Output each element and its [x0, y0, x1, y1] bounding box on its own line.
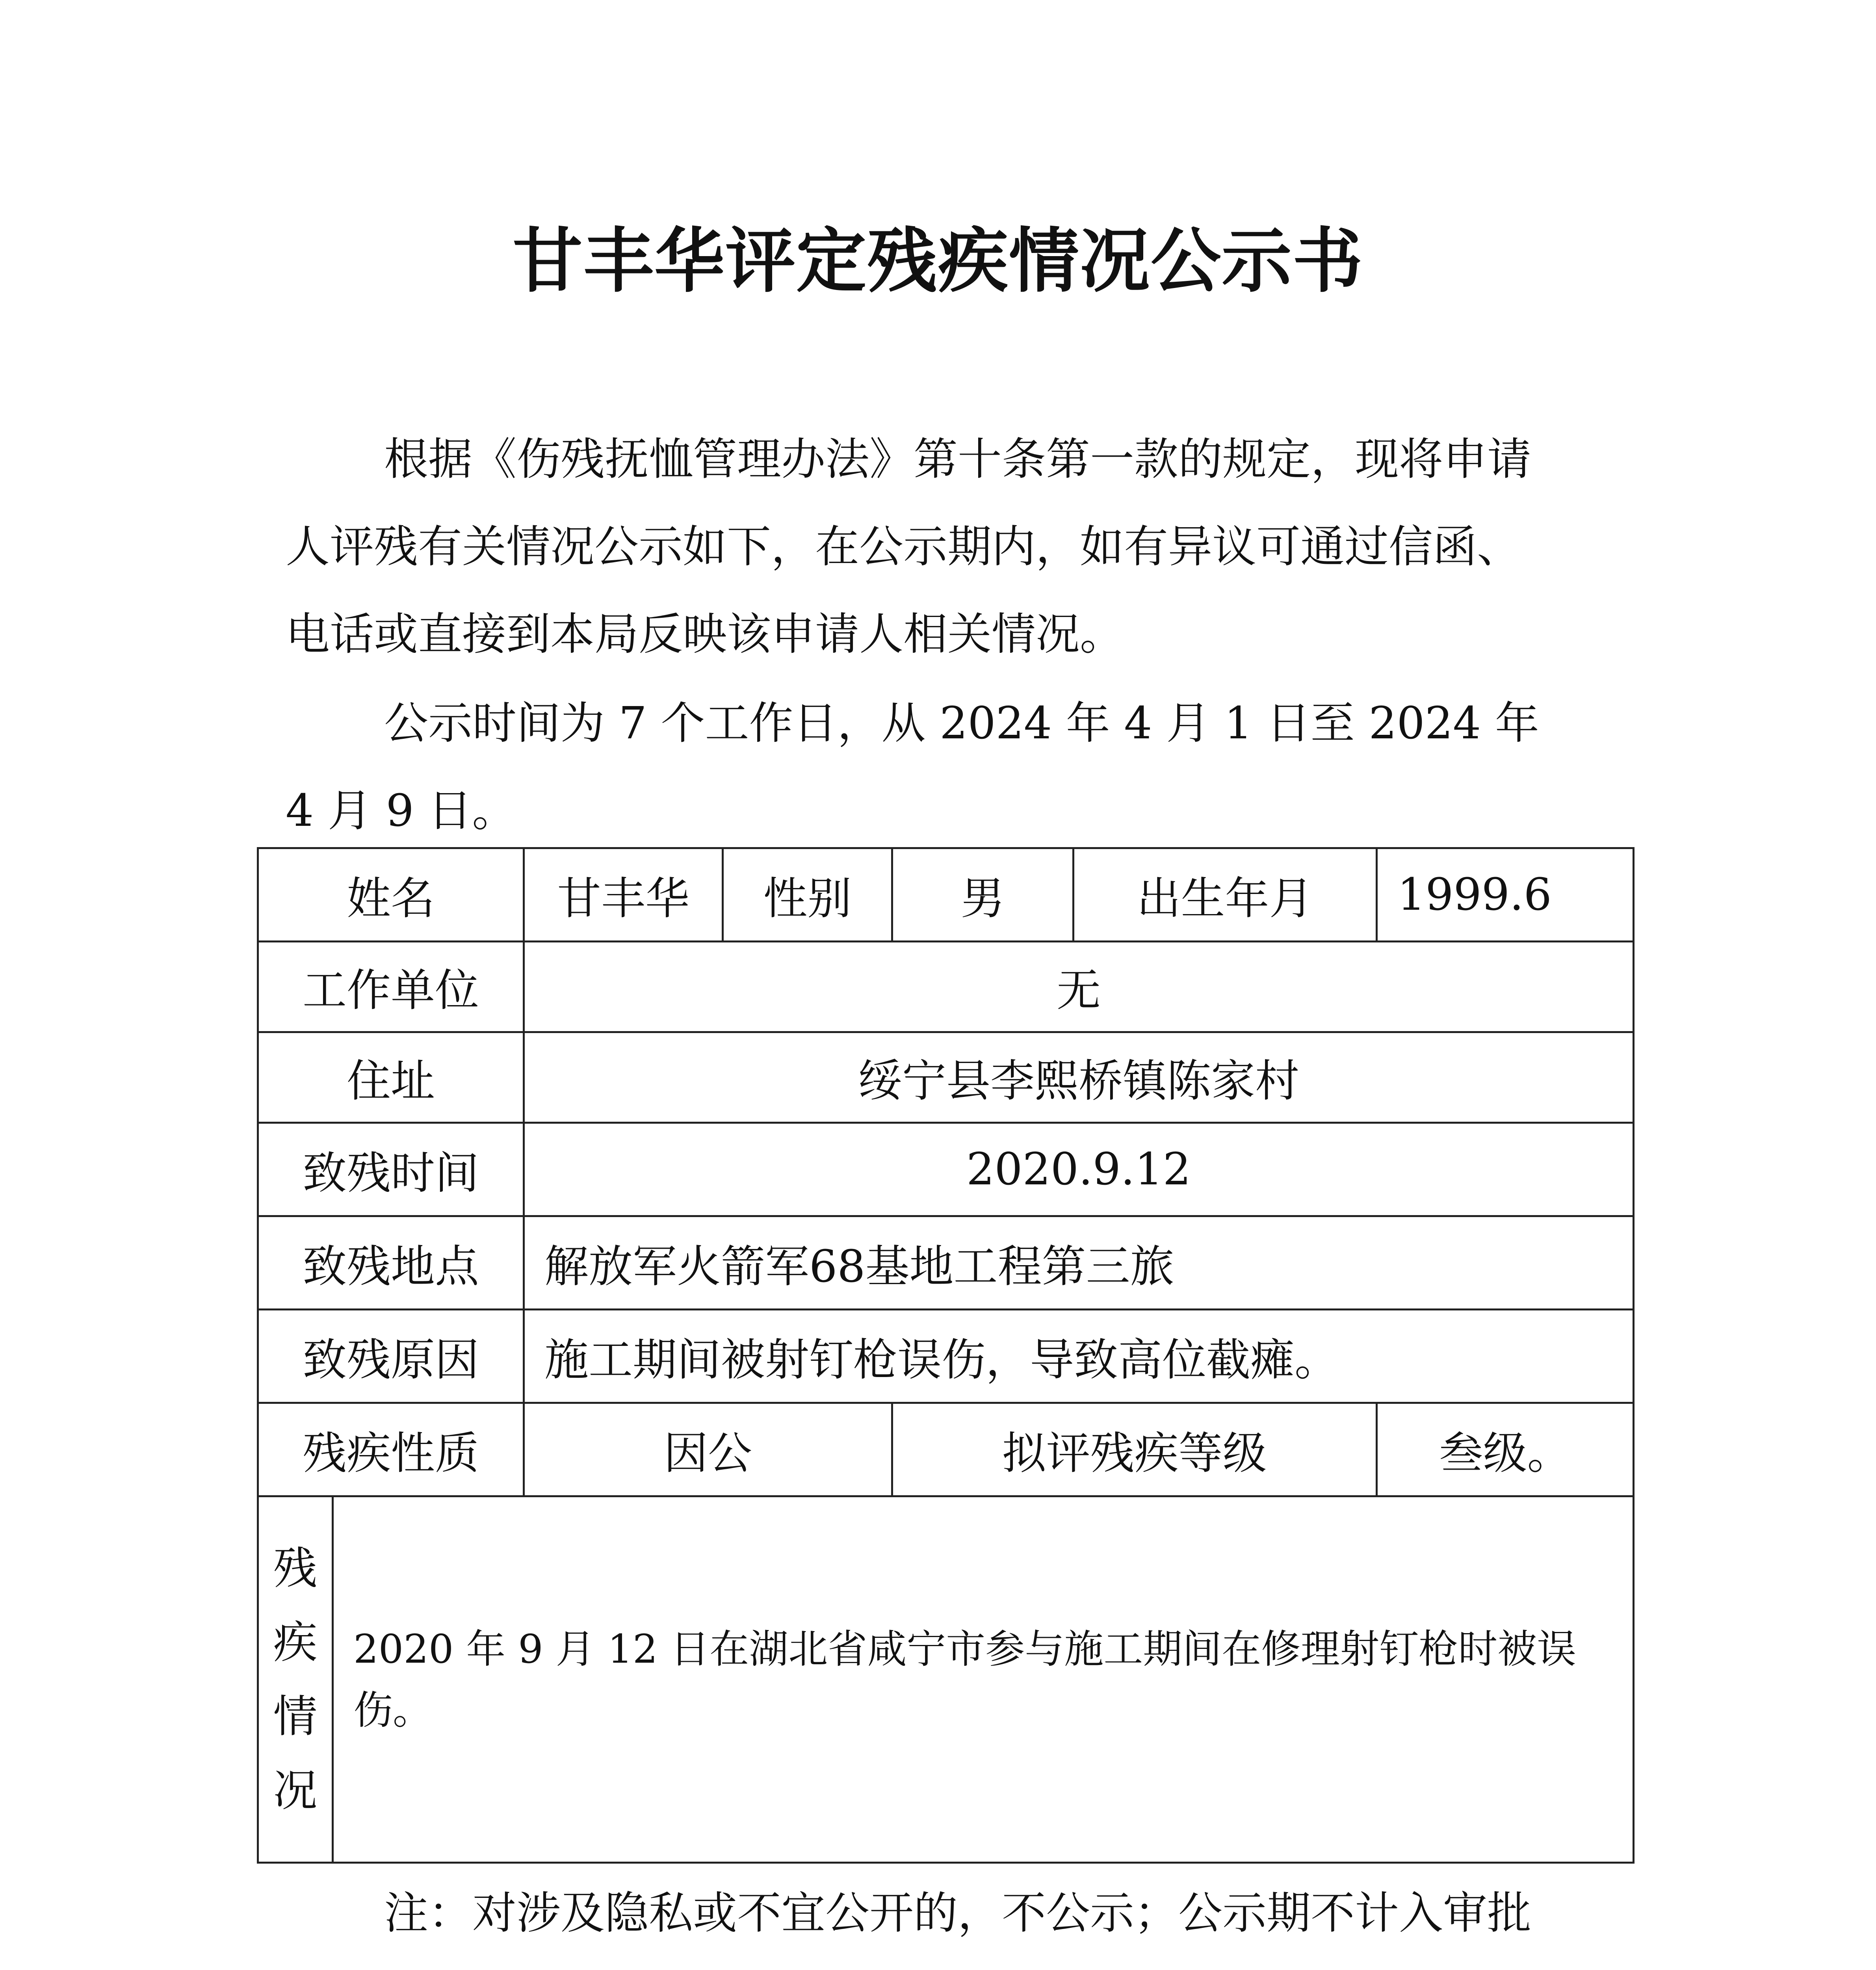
address-value: 绥宁县李熙桥镇陈家村	[524, 1032, 1634, 1123]
address-label: 住址	[258, 1032, 524, 1123]
table-row	[258, 848, 1634, 942]
table-row	[258, 1496, 1634, 1863]
injury-time-value: 2020.9.12	[524, 1123, 1634, 1216]
grade-label: 拟评残疾等级	[892, 1403, 1377, 1496]
table-row	[258, 1216, 1634, 1310]
employer-value: 无	[524, 942, 1634, 1032]
birth-value: 1999.6	[1377, 848, 1634, 942]
birth-label: 出生年月	[1074, 848, 1377, 942]
situation-label-char: 况	[273, 1765, 318, 1816]
period-paragraph	[286, 680, 1558, 855]
nature-label: 残疾性质	[258, 1403, 524, 1496]
period-text: 公示时间为 7 个工作日，从 2024 年 4 月 1 日至 2024 年 4 月 9 日。	[286, 698, 1539, 836]
injury-cause-label: 致残原因	[258, 1310, 524, 1403]
name-label: 姓名	[258, 848, 524, 942]
table-row	[258, 1032, 1634, 1123]
nature-value: 因公	[524, 1403, 892, 1496]
injury-place-value: 解放军火箭军68基地工程第三旅	[524, 1216, 1634, 1310]
applicant-info-table	[257, 847, 1635, 1864]
document-title: 甘丰华评定残疾情况公示书	[513, 219, 1363, 302]
footer-note-text: 注：对涉及隐私或不宜公开的，不公示；公示期不计入审批	[384, 1888, 1531, 1939]
situation-label-char: 残	[273, 1543, 318, 1594]
table-row	[258, 1123, 1634, 1216]
grade-value: 叁级。	[1377, 1403, 1634, 1496]
gender-value: 男	[892, 848, 1074, 942]
employer-label: 工作单位	[258, 942, 524, 1032]
table-row	[258, 1403, 1634, 1496]
situation-value: 2020 年 9 月 12 日在湖北省咸宁市参与施工期间在修理射钉枪时被误伤。	[333, 1496, 1634, 1863]
situation-label-char: 情	[273, 1691, 318, 1742]
intro-paragraph	[286, 416, 1558, 678]
table-row	[258, 1310, 1634, 1403]
injury-time-label: 致残时间	[258, 1123, 524, 1216]
gender-label: 性别	[723, 848, 892, 942]
injury-cause-value: 施工期间被射钉枪误伤，导致高位截瘫。	[524, 1310, 1634, 1403]
intro-text: 根据《伤残抚恤管理办法》第十条第一款的规定，现将申请人评残有关情况公示如下，在公示期内，如有异议可通过信函、电话或直接到本局反映该申请人相关情况。	[286, 434, 1531, 660]
name-value: 甘丰华	[524, 848, 723, 942]
table-row	[258, 942, 1634, 1032]
injury-place-label: 致残地点	[258, 1216, 524, 1310]
situation-label-char: 疾	[273, 1617, 318, 1668]
situation-label	[258, 1496, 333, 1863]
footer-note	[286, 1870, 1558, 1970]
